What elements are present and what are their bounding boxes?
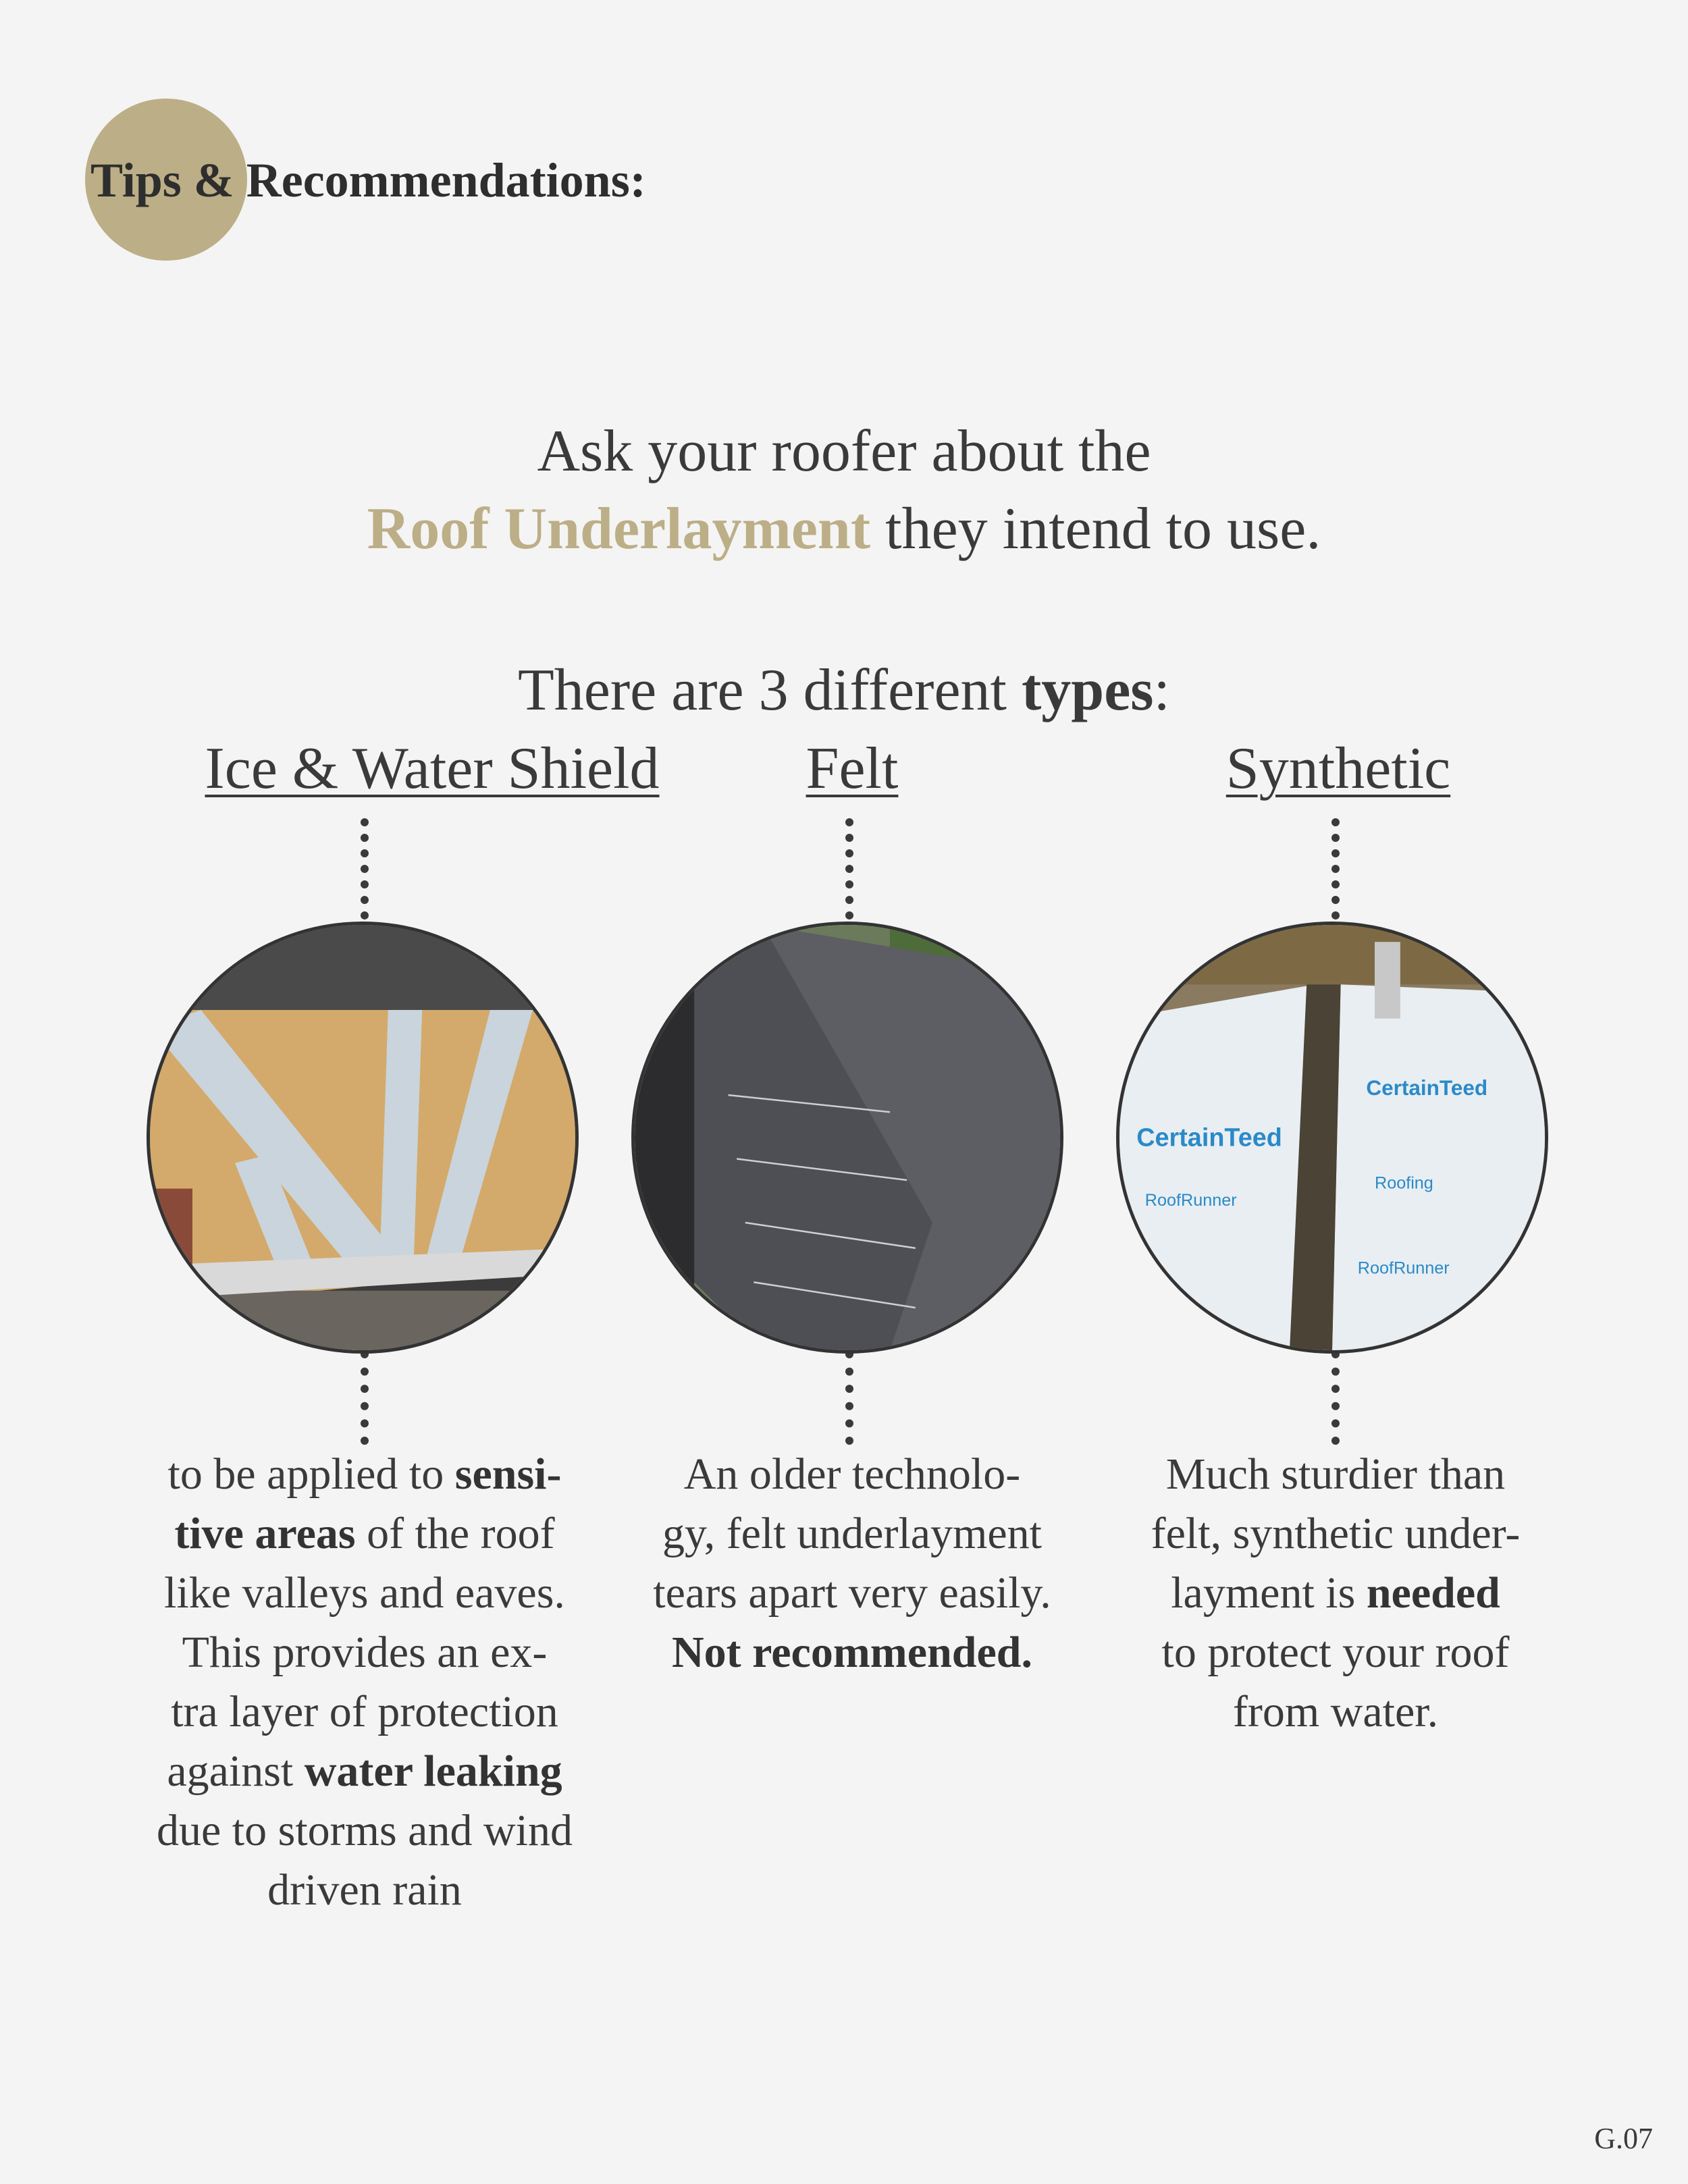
desc-text: like valleys and eaves.: [164, 1568, 565, 1618]
desc-bold-text: water leaking: [304, 1747, 562, 1796]
felt-underlayment-photo: [631, 922, 1063, 1354]
desc-text: from water.: [1232, 1687, 1439, 1736]
synthetic-underlayment-photo: [1116, 922, 1548, 1354]
type-label-ice-water-shield: Ice & Water Shield: [205, 736, 660, 801]
desc-text: gy, felt underlayment: [662, 1509, 1043, 1558]
connector-dots-top-1: [361, 818, 369, 920]
connector-dots-bottom-1: [361, 1350, 369, 1445]
desc-text: tra layer of protection: [171, 1687, 558, 1736]
photo-brand-text-4: Roofing: [1375, 1173, 1433, 1193]
types-intro-bold: types: [1021, 658, 1154, 723]
desc-text: tears apart very easily.: [653, 1568, 1051, 1618]
desc-felt: [616, 1445, 1088, 1682]
desc-text: This provides an ex-: [182, 1628, 548, 1677]
desc-text: driven rain: [267, 1865, 462, 1915]
photo-brand-text-5: RoofRunner: [1357, 1258, 1450, 1278]
desc-text: of the roof: [355, 1509, 555, 1558]
desc-text: due to storms and wind: [157, 1806, 573, 1855]
desc-bold-text: tive areas: [174, 1509, 356, 1558]
photo-brand-text-2: CertainTeed: [1366, 1075, 1488, 1100]
desc-bold-text: Not recommended.: [672, 1628, 1032, 1677]
connector-dots-bottom-3: [1331, 1350, 1340, 1445]
types-intro: [0, 656, 1688, 724]
page-number: G.07: [1594, 2122, 1653, 2155]
connector-dots-top-3: [1331, 818, 1340, 920]
desc-text: to protect your roof: [1161, 1628, 1510, 1677]
connector-dots-bottom-2: [845, 1350, 853, 1445]
desc-bold-text: needed: [1366, 1568, 1500, 1618]
desc-text: felt, synthetic under-: [1151, 1509, 1521, 1558]
desc-text: layment is: [1171, 1568, 1367, 1618]
desc-synthetic: [1099, 1445, 1572, 1742]
photo-brand-text-3: RoofRunner: [1144, 1190, 1237, 1210]
desc-text: An older technolo-: [683, 1449, 1021, 1499]
ice-water-shield-photo: [147, 922, 579, 1354]
desc-text: Much sturdier than: [1165, 1449, 1506, 1499]
desc-ice-water-shield: [128, 1445, 601, 1920]
desc-text: against: [167, 1747, 305, 1796]
type-label-synthetic: Synthetic: [1225, 736, 1451, 801]
headline-line-1: Ask your roofer about the: [537, 419, 1151, 484]
desc-bold-text: sensi-: [454, 1449, 562, 1499]
headline-highlight: Roof Underlayment: [367, 496, 871, 562]
headline-line-2-rest: they intend to use.: [870, 496, 1321, 562]
headline-line-2: [0, 495, 1688, 563]
types-intro-colon: :: [1153, 658, 1170, 723]
connector-dots-top-2: [845, 818, 853, 920]
photo-brand-text-1: CertainTeed: [1136, 1123, 1282, 1152]
desc-text: to be applied to: [167, 1449, 455, 1499]
types-intro-text: There are 3 different: [518, 658, 1022, 723]
type-label-felt: Felt: [806, 736, 899, 801]
section-title: Tips & Recommendations:: [90, 153, 646, 207]
